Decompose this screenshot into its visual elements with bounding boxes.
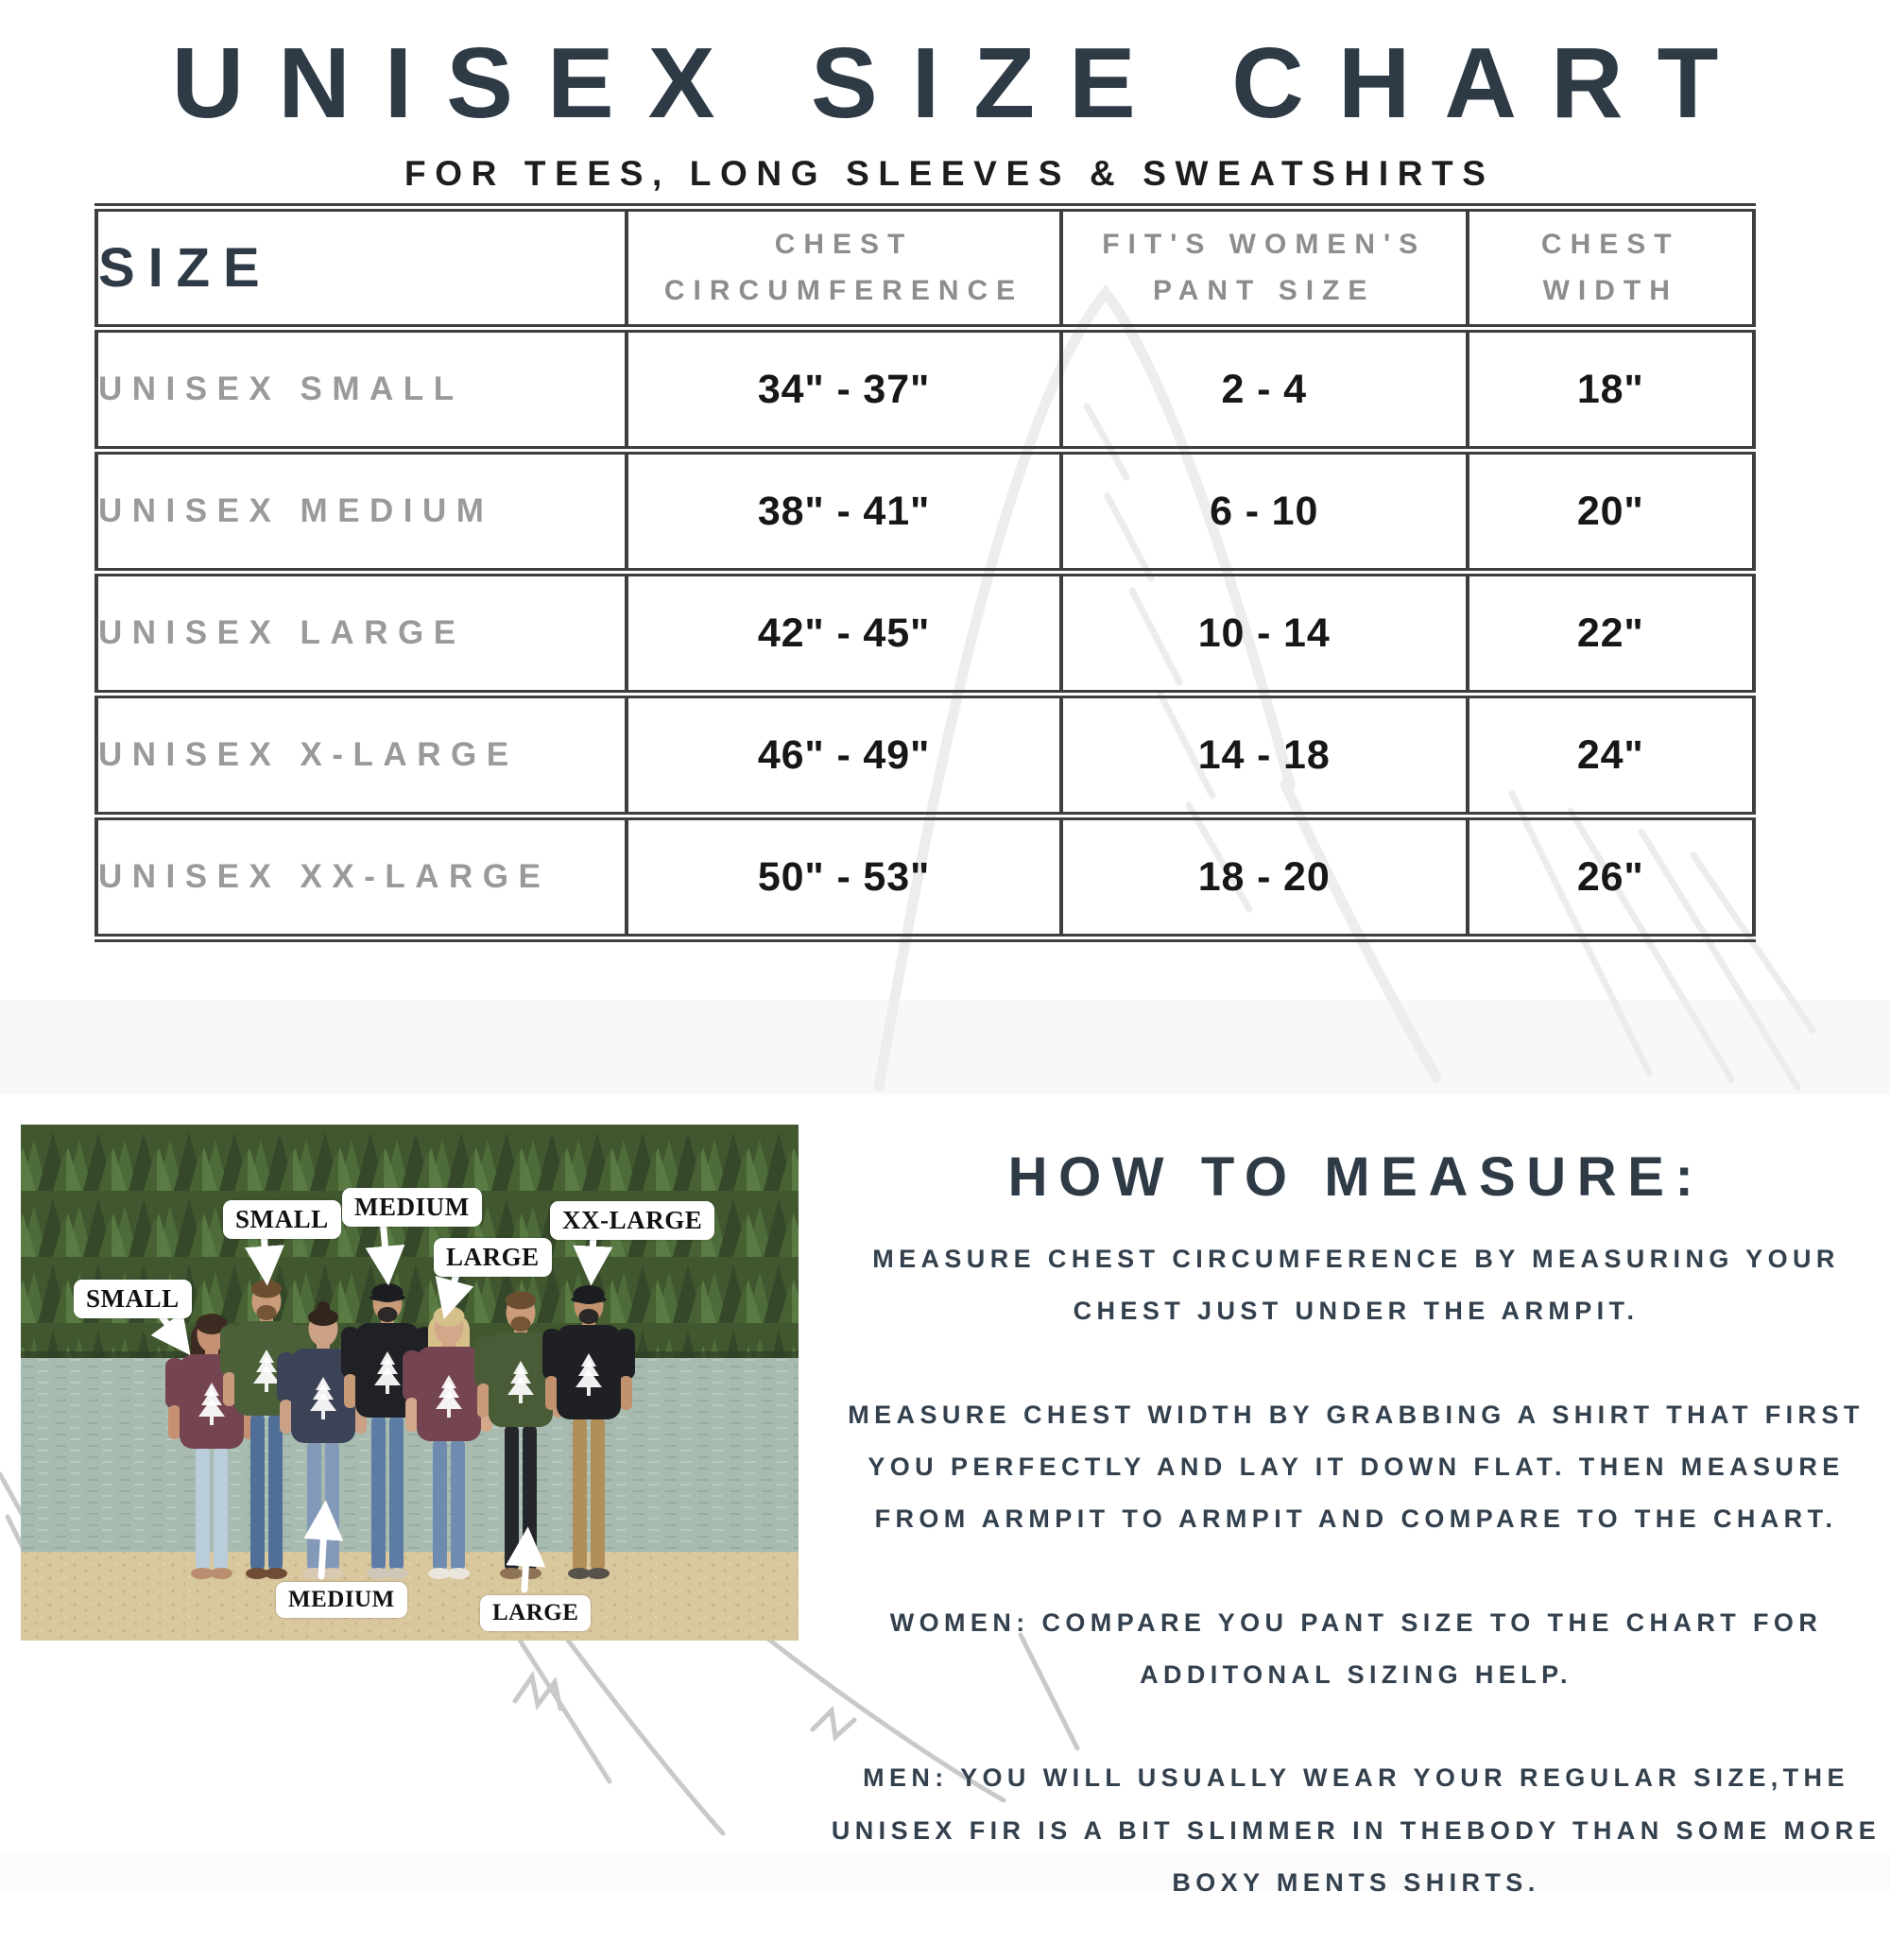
page-subtitle: FOR TEES, LONG SLEEVES & SWEATSHIRTS (404, 154, 1495, 193)
how-to-measure-section (824, 1145, 1888, 1960)
size-label-large-top: LARGE (434, 1238, 552, 1277)
arrow-medium-top (383, 1219, 387, 1274)
table-header-row (96, 208, 1754, 329)
instruction-chest-width: MEASURE CHEST WIDTH BY GRABBING A SHIRT THAT FIRST YOU PERFECTLY AND LAY IT DOWN FLAT. THEN MEASURE FROM ARMPIT TO ARMPIT AND COMPARE TO THE CHART. (848, 1400, 1864, 1534)
instruction-men: MEN: YOU WILL USUALLY WEAR YOUR REGULAR SIZE,THE UNISEX FIR IS A BIT SLIMMER IN THEBODY THAN SOME MORE BOXY MENTS SHIRTS. (831, 1763, 1881, 1898)
size-label-small-top: SMALL (223, 1200, 341, 1239)
column-header-chest-circumference: CHEST CIRCUMFERENCE (627, 208, 1061, 329)
table-row-large: UNISEX LARGE 42" - 45" 10 - 14 22" (96, 573, 1754, 695)
page-title: UNISEX SIZE CHART (171, 27, 1753, 139)
column-header-pant-size: FIT'S WOMEN'S PANT SIZE (1061, 208, 1468, 329)
column-header-size: SIZE (96, 208, 627, 329)
arrow-large-bottom (524, 1539, 527, 1590)
size-label-medium-top: MEDIUM (342, 1188, 482, 1227)
table-row-medium: UNISEX MEDIUM 38" - 41" 6 - 10 20" (96, 451, 1754, 573)
table-row-xx-large: UNISEX XX-LARGE 50" - 53" 18 - 20 26" (96, 817, 1754, 938)
size-label-xx-large: XX-LARGE (550, 1201, 714, 1240)
size-chart-table (94, 203, 1756, 942)
size-label-large-bottom: LARGE (480, 1595, 591, 1631)
forest-background (21, 1125, 799, 1358)
column-header-chest-width: CHEST WIDTH (1468, 208, 1754, 329)
size-label-small-left: SMALL (74, 1280, 192, 1318)
table-row-small: UNISEX SMALL 34" - 37" 2 - 4 18" (96, 329, 1754, 451)
size-label-medium-bottom: MEDIUM (276, 1582, 407, 1618)
instruction-chest-circumference: MEASURE CHEST CIRCUMFERENCE BY MEASURING YOUR CHEST JUST UNDER THE ARMPIT. (872, 1245, 1840, 1326)
arrow-medium-bottom (321, 1512, 325, 1576)
instruction-women: WOMEN: COMPARE YOU PANT SIZE TO THE CHART FOR ADDITONAL SIZING HELP. (889, 1608, 1823, 1690)
table-row-x-large: UNISEX X-LARGE 46" - 49" 14 - 18 24" (96, 695, 1754, 817)
how-to-measure-heading: HOW TO MEASURE: (1007, 1146, 1705, 1208)
sandy-beach (21, 1552, 799, 1641)
